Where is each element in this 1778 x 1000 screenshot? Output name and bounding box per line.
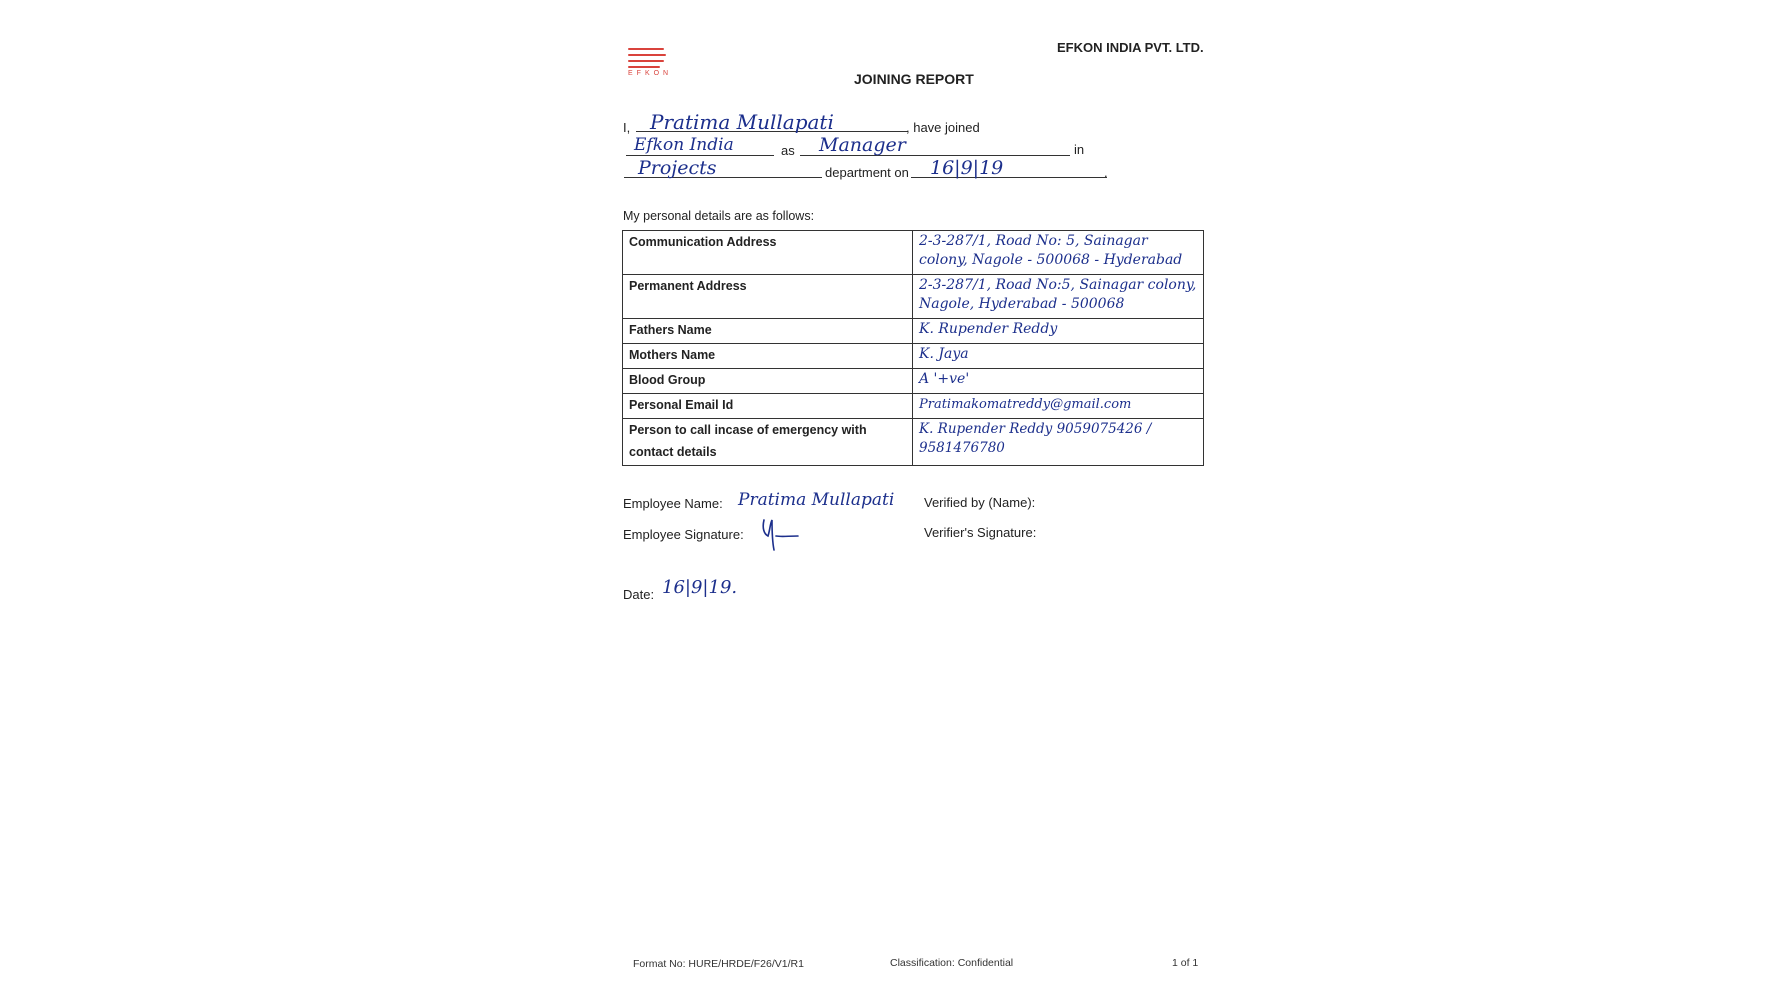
row-value-blood-group: A '+ve' [913, 369, 1204, 394]
date-value: 16|9|19. [662, 577, 738, 598]
row-value-permanent-address: 2-3-287/1, Road No:5, Sainagar colony, Nagole, Hyderabad - 500068 [913, 275, 1204, 319]
row-value-emergency-contact: K. Rupender Reddy 9059075426 / 9581476780 [913, 419, 1204, 466]
intro-join-date: 16|9|19 [930, 157, 1004, 179]
intro-have-joined: , have joined [906, 120, 980, 135]
row-value-mothers-name: K. Jaya [913, 344, 1204, 369]
row-label-mothers-name: Mothers Name [623, 344, 913, 369]
footer-format-no: Format No: HURE/HRDE/F26/V1/R1 [633, 958, 804, 970]
intro-company: Efkon India [634, 135, 734, 155]
table-row [623, 344, 1204, 369]
verifier-signature-label: Verifier's Signature: [924, 525, 1037, 540]
employee-name-value: Pratima Mullapati [738, 490, 895, 510]
intro-as: as [781, 143, 795, 158]
footer-page-number: 1 of 1 [1172, 957, 1199, 969]
intro-prefix: I, [623, 120, 631, 135]
row-label-fathers-name: Fathers Name [623, 319, 913, 344]
row-value-fathers-name: K. Rupender Reddy [913, 319, 1204, 344]
row-label-personal-email: Personal Email Id [623, 394, 913, 419]
row-label-permanent-address: Permanent Address [623, 275, 913, 319]
table-row [623, 394, 1204, 419]
intro-in: in [1074, 142, 1085, 157]
employee-signature [758, 516, 804, 552]
intro-designation: Manager [819, 134, 906, 156]
company-blank-line [626, 155, 774, 156]
row-label-emergency-contact: Person to call incase of emergency with contact details [623, 419, 913, 466]
footer-classification: Classification: Confidential [890, 957, 1014, 969]
table-row [623, 275, 1204, 319]
details-heading: My personal details are as follows: [623, 209, 815, 223]
employee-name-label: Employee Name: [623, 496, 723, 511]
company-name: EFKON INDIA PVT. LTD. [1057, 40, 1204, 55]
row-value-personal-email: Pratimakomatreddy@gmail.com [913, 394, 1204, 419]
employee-signature-label: Employee Signature: [623, 527, 744, 542]
intro-department: Projects [638, 157, 717, 179]
intro-department-on: department on [825, 165, 909, 180]
intro-period: . [1104, 165, 1108, 180]
company-logo [628, 46, 692, 80]
date-label: Date: [623, 587, 655, 602]
row-label-communication-address: Communication Address [623, 231, 913, 275]
verified-by-label: Verified by (Name): [924, 495, 1036, 510]
logo-text: EFKON [628, 70, 673, 77]
row-label-blood-group: Blood Group [623, 369, 913, 394]
intro-employee-name: Pratima Mullapati [650, 110, 834, 134]
document-title: JOINING REPORT [854, 71, 974, 87]
table-row [623, 369, 1204, 394]
personal-details-table [622, 230, 1204, 466]
row-value-communication-address: 2-3-287/1, Road No: 5, Sainagar colony, Nagole - 500068 - Hyderabad [913, 231, 1204, 275]
table-row [623, 419, 1204, 466]
table-row [623, 231, 1204, 275]
table-row [623, 319, 1204, 344]
